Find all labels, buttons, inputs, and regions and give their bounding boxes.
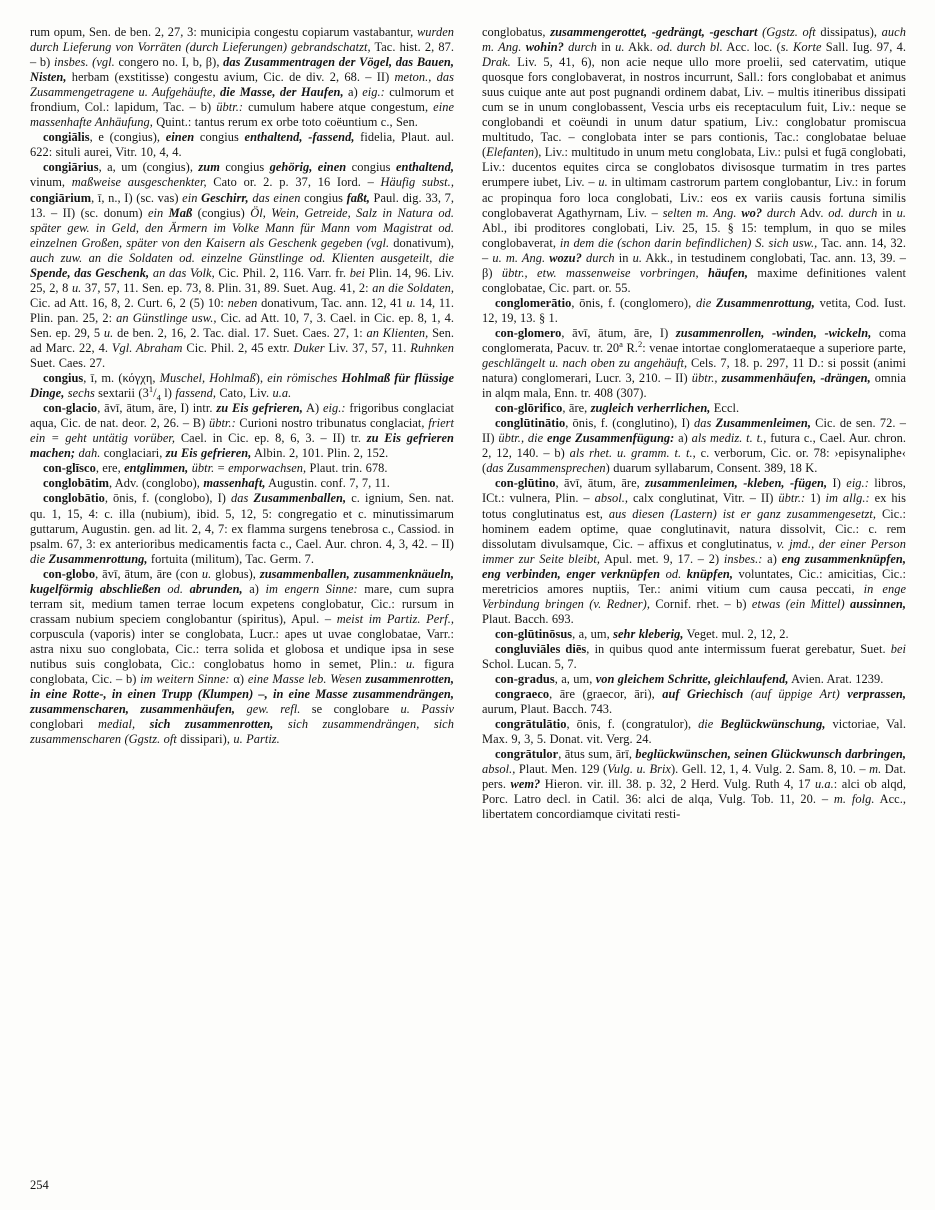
page-number: 254	[30, 1178, 49, 1192]
entry-conglobatio: conglobātio, ōnis, f. (conglobo), I) das Zusammenballen, c. ignium, Sen. nat. qu. 1, 15, 4: c. illa (nubium), ibid. 5, 12, 5: congregatio et c. minutissimarum guttarum, Augustin. gen. ad lit. 2, 4, 7: ex flamma surgens tenebrosa c., Cassiod. in psalm. 67, 3: ex anterioribus medicamentis facta c., Cael. Aur. chron. 4, 3, 42. – II) die Zusammenrottung, fortuita (militum), Tac. Germ. 7.	[30, 491, 454, 566]
entry-con-glorifico: con-glōrifico, āre, zugleich verherrlichen, Eccl.	[495, 401, 740, 416]
entry-con-glacio: con-glacio, āvī, ātum, āre, I) intr. zu Eis gefrieren, A) eig.: frigoribus conglaciat aqua, Cic. de nat. deor. 2, 26. – B) übtr.: Curioni nostro tribunatus conglaciat, friert ein = geht untätig vorüber, Cael. in Cic. ep. 8, 6, 3. – II) tr. zu Eis gefrieren machen; dah. conglaciari, zu Eis gefrieren, Albin. 2, 101. Plin. 2, 152.	[30, 401, 454, 461]
entry-con-glutinosus: con-glūtinōsus, a, um, sehr kleberig, Veget. mul. 2, 12, 2.	[495, 626, 789, 641]
entry-conglobatim: conglobātim, Adv. (conglobo), massenhaft, Augustin. conf. 7, 7, 11.	[43, 476, 390, 491]
entry-con-gradus: con-gradus, a, um, von gleichem Schritte, gleichlaufend, Avien. Arat. 1239.	[495, 672, 884, 687]
entry-congestus-continuation: rum opum, Sen. de ben. 2, 27, 3: municipia congestu copiarum vastabantur, wurden durch Lieferung von Vorräten (durch Lieferungen) gebrandschatzt, Tac. hist. 2, 87. – b) insbes. (vgl. congero no. I, b, β), das Zusammentragen der Vögel, das Bauen, Nisten, herbam (exstitisse) congestu avium, Cic. de div. 2, 68. – II) meton., das Zusammengetragene u. Aufgehäufte, die Masse, der Haufen, a) eig.: culmorum et frondium, Col.: lapidum, Tac. – b) übtr.: cumulum habere atque congestum, eine massenhafte Anhäufung, Quint.: tantus rerum ex orbe toto coëuntium c., Sen.	[30, 25, 455, 130]
entry-con-glutino: con-glūtino, āvī, ātum, āre, zusammenleimen, -kleben, -fügen, I) eig.: libros, ICt.: vulnera, Plin. – absol., calx conglutinat, Vitr. – II) übtr.: 1) im allg.: ex his totus conglutinatus est, aus diesen (Lastern) ist er ganz zusammengesetzt, Cic.: hominem eadem optime, quae conglutinavit, natura dissolvit, Cic.: c. rem dissolutam divulsamque, Cic. – affixus et conglutinatus, v. jmd., der einer Person immer zur Seite bleibt, Apul. met. 9, 17. – 2) insbes.: a) eng zusammenknüpfen, eng verbinden, enger verknüpfen od. knüpfen, voluntates, Cic.: amicitias, Cic.: meretricios amores nuptiis, Ter.: animi vitium cum causa peccati, in enge Verbindung bringen (v. Redner), Cornif. rhet. – b) etwas (ein Mittel) aussinnen, Plaut. Bacch. 693.	[482, 476, 907, 626]
entry-conglutinatio: conglūtinātio, ōnis, f. (conglutino), I) das Zusammenleimen, Cic. de sen. 72. – II) übtr., die enge Zusammenfügung: a) als mediz. t. t., futura c., Cael. Aur. chron. 2, 12, 140. – b) als rhet. u. gramm. t. t., c. verborum, Cic. or. 78: ›episynaliphe‹ (das Zusammensprechen) duarum syllabarum, Consent. 389, 18 K.	[482, 416, 906, 476]
entry-congialis: congiālis, e (congius), einen congius enthaltend, -fassend, fidelia, Plaut. aul. 622: situli aurei, Vitr. 10, 4, 4.	[30, 130, 454, 160]
left-column	[30, 25, 454, 822]
entry-congratulor: congrātulor, ātus sum, ārī, beglückwünschen, seinen Glückwunsch darbringen, absol., Plaut. Men. 129 (Vulg. u. Brix). Gell. 12, 1, 4. Vulg. 2. Sam. 8, 10. – m. Dat. pers. wem? Hieron. vir. ill. 38. p. 32, 2 Herd. Vulg. Ruth 4, 17 u.a.: alci ob alqd, Porc. Latro decl. in Catil. 36: alci de alqa, Vulg. Tob. 11, 20. – m. folg. Acc., libertatem concordiamque civitati resti-	[482, 747, 907, 822]
entry-congraeco: congraeco, āre (graecor, āri), auf Griechisch (auf üppige Art) verprassen, aurum, Plaut. Bacch. 743.	[482, 687, 906, 717]
entry-con-globo-continuation: conglobatus, zusammengerottet, -gedrängt, -geschart (Ggstz. oft dissipatus), auch m. Ang. wohin? durch in u. Akk. od. durch bl. Acc. loc. (s. Korte Sall. Iug. 97, 4. Drak. Liv. 5, 41, 6), non acie neque ullo more proelii, sed catervatim, utique quosque fors conglobaverat, in nostros incurrunt, Sall.: fors conglobabat et animus suus cuique ante aut post pugnandi ordinem dabat, Liv. – multis itineribus dissipati cum se in unum conglobassent, Vescia urbs eis receptaculum fuit, Liv.: neque se conglobandi et coëundi in unum datur spatium, Liv.: conglobatur promiscua multitudo, Tac. – conglobata inter se pars contionis, Tac.: conglobatae beluae (Elefanten), Liv.: multitudo in unum metu conglobata, Liv.: pulsi et fugā conglobati, Liv.: ducentos equites circa se conglobatos divisosque turmatim in tres partes erumpere iubet, Liv. – u. in ultimam castrorum partem conglobantur, Liv.: in forum ac propinqua foro loca conglobati, Liv.: eos ex variis causis fortuna similis conglobaverat Agathyrnam, Liv. – selten m. Ang. wo? durch Adv. od. durch in u. Abl., ibi proditores conglobati, Liv. 25, 15. § 15: templum, in quo se miles conglobaverat, in dem die (schon darin befindlichen) S. sich usw., Tac. ann. 14, 32. – u. m. Ang. wozu? durch in u. Akk., in testudinem conglobati, Tac. ann. 13, 39. – β) übtr., etw. massenweise vorbringen, häufen, maxime definitiones valent conglobatae, Cic. part. or. 55.	[482, 25, 907, 295]
entry-congluviales-dies: congluviāles diēs, in quibus quod ante intermissum fuerat gerebatur, Suet. bei Schol. Lucan. 5, 7.	[482, 641, 907, 671]
right-column	[482, 25, 906, 822]
entry-con-glisco: con-glīsco, ere, entglimmen, übtr. = emporwachsen, Plaut. trin. 678.	[43, 461, 388, 476]
entry-congratulatio: congrātulātio, ōnis, f. (congratulor), die Beglückwünschung, victoriae, Val. Max. 9, 3, 5. Donat. vit. Verg. 24.	[482, 717, 906, 747]
entry-congiarius: congiārius, a, um (congius), zum congius gehörig, einen congius enthaltend, vinum, maßweise ausgeschenkter, Cato or. 2. p. 37, 16 Iord. – Häufig subst., congiārium, ī, n., I) (sc. vas) ein Geschirr, das einen congius faßt, Paul. dig. 33, 7, 13. – II) (sc. donum) ein Maß (congius) Öl, Wein, Getreide, Salz in Natura od. später gew. in Geld, den Ärmern im Volke Mann für Mann vom Magistrat od. einzelnen Großen, später von den Kaisern als Geschenk gegeben (vgl. donativum), auch zuw. an die Soldaten od. einzelne Günstlinge od. Klienten ausgeteilt, die Spende, das Geschenk, an das Volk, Cic. Phil. 2, 116. Varr. fr. bei Plin. 14, 96. Liv. 25, 2, 8 u. 37, 57, 11. Sen. ep. 73, 8. Plin. 31, 89. Suet. Aug. 41, 2: an die Soldaten, Cic. ad Att. 16, 8, 2. Curt. 6, 2 (5) 10: neben donativum, Tac. ann. 12, 41 u. 14, 11. Plin. pan. 25, 2: an Günstlinge usw., Cic. ad Att. 10, 7, 3. Cael. in Cic. ep. 8, 1, 4. Sen. ep. 29, 5 u. de ben. 2, 16, 2. Tac. dial. 17. Suet. Caes. 27, 1: an Klienten, Sen. ad Marc. 22, 4. Vgl. Abraham Cic. Phil. 2, 45 extr. Duker Liv. 37, 57, 11. Ruhnken Suet. Caes. 27.	[30, 160, 455, 371]
entry-congius: congius, ī, m. (κόγχη, Muschel, Hohlmaß), ein römisches Hohlmaß für flüssige Dinge, sechs sextarii ($3^1/_4$ l) fassend, Cato, Liv. u.a.	[30, 371, 454, 403]
entry-con-globo: con-globo, āvī, ātum, āre (con u. globus), zusammenballen, zusammenknäueln, kugelförmig abschließen od. abrunden, a) im engern Sinne: mare, cum supra terram sit, medium tamen terrae locum expetens conglobatur, Cic.: rursum in crassam nubium speciem conglobantur (spiritus), Apul. – meist im Partiz. Perf., corpuscula (vaporis) inter se conglobata, Lucr.: apes ut uvae conglobatae, Varr.: astra nixu suo conglobata, Cic.: terra solida et globosa et undique ipsa in sese nutibus suis conglobata, Cic.: conglobatus homo in semet, Plin.: u. figura conglobata, Cic. – b) im weitern Sinne: α) eine Masse leb. Wesen zusammenrotten, in eine Rotte-, in einen Trupp (Klumpen) –, in eine Masse zusammendrängen, zusammenscharen, zusammenhäufen, gew. refl. se conglobare u. Passiv conglobari medial, sich zusammenrotten, sich zusammendrängen, sich zusammenscharen (Ggstz. oft dissipari), u. Partiz.	[30, 566, 455, 747]
entry-conglomeratio: conglomerātio, ōnis, f. (conglomero), die Zusammenrottung, vetita, Cod. Iust. 12, 19, 13. § 1.	[482, 295, 907, 325]
entry-con-glomero: con-glomero, āvī, ātum, āre, I) zusammenrollen, -winden, -wickeln, coma conglomerata, Pacuv. tr. 20$^a$ R.$^2$: venae intortae conglomerataeque a superiore parte, geschlängelt u. nach oben zu angehäuft, Cels. 7, 18. p. 297, 11 D.: si possit (animi natura) conglomerari, Lucr. 3, 210. – II) übtr., zusammenhäufen, -drängen, omnia in alqm mala, Enn. tr. 408 (307).	[482, 325, 907, 401]
